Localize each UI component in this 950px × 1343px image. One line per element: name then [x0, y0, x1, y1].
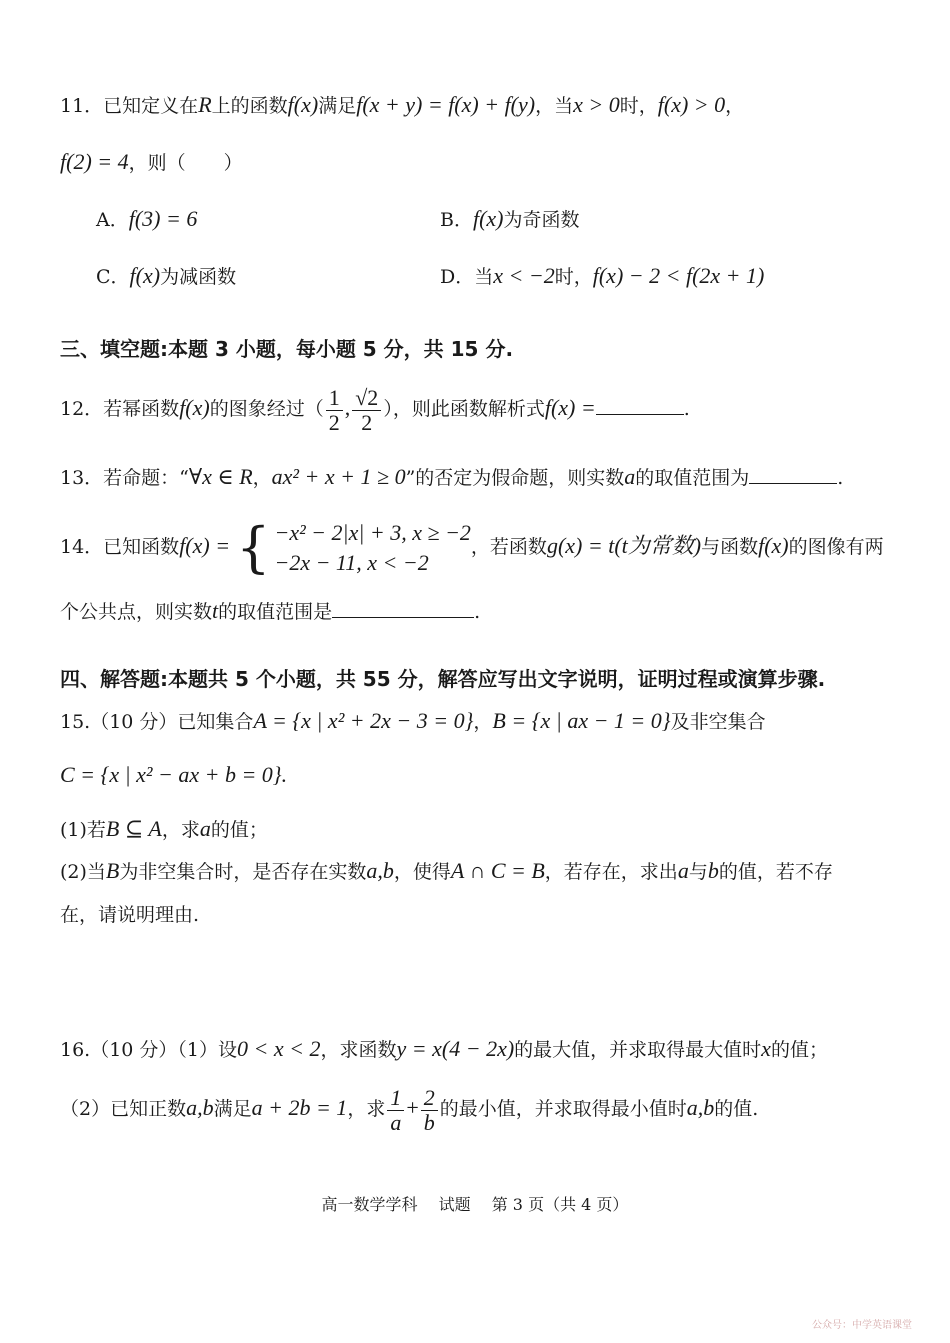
math-R: R: [198, 92, 212, 117]
q16-text: （2）已知正数: [60, 1098, 187, 1120]
q11-text: 满足: [318, 95, 357, 117]
numerator: 2: [421, 1086, 438, 1111]
q13-text: 的取值范围为: [635, 467, 750, 489]
answer-blank[interactable]: [596, 394, 684, 415]
math-set-c: C = {x | x² − ax + b = 0}.: [60, 762, 288, 787]
q12: [60, 380, 690, 437]
q16-text: 的最大值，并求取得最大值时: [514, 1039, 762, 1061]
math-b: b: [707, 858, 719, 883]
math-fx: f(x): [179, 395, 210, 420]
q15-text: 15.（10 分）已知集合: [60, 711, 254, 733]
math-additive: f(x + y) = f(x) + f(y): [356, 92, 536, 117]
math-option: f(x): [472, 206, 504, 231]
q12-text: ），则此函数解析式: [383, 398, 545, 420]
q11-text: ，当: [535, 95, 574, 117]
math-a: a: [624, 464, 636, 489]
math-set-a: A = {x | x² + 2x − 3 = 0}: [253, 708, 474, 733]
q15-text: 的值；: [210, 819, 268, 841]
q16-text: 满足: [213, 1098, 252, 1120]
math-constraint: a + 2b = 1: [251, 1095, 348, 1120]
q15-text: (2)当: [60, 861, 106, 883]
q14-text: 与函数: [701, 536, 759, 558]
q11-line2: [60, 147, 243, 178]
case-2: −2x − 11, x < −2: [274, 550, 429, 575]
q15-part2: [60, 856, 833, 887]
q16-text: 16.（10 分）（1）设: [60, 1039, 238, 1061]
math-t: t: [212, 598, 219, 623]
math-ineq: f(x) > 0: [657, 92, 726, 117]
q11-text: ，: [725, 95, 745, 117]
section-heading-solutions: 四、解答题:本题共 5 个小题，共 55 分，解答应写出文字说明，证明过程或演算步骤.: [60, 667, 826, 691]
math-fx: f(x): [287, 92, 319, 117]
q15-text: 为非空集合时，是否存在实数: [119, 861, 367, 883]
denominator: b: [423, 1109, 435, 1135]
math-option: f(x): [129, 263, 161, 288]
math-ab: a,b: [686, 1095, 715, 1120]
plus-sign: +: [406, 1095, 419, 1120]
q16-part2: [60, 1080, 758, 1137]
math-subset: B ⊆ A: [105, 816, 162, 841]
q14-text: 个公共点，则实数: [60, 601, 213, 623]
option-text: 时，: [554, 266, 593, 288]
piecewise-function: [236, 518, 471, 578]
option-text: 为奇函数: [503, 209, 580, 231]
option-text: 为减函数: [160, 266, 237, 288]
q15-text: 的值，若不存: [718, 861, 833, 883]
math-expr: ax² + x + 1 ≥ 0: [271, 464, 406, 489]
math-ab: a,b: [366, 858, 394, 883]
watermark: 公众号：中学英语课堂: [812, 1320, 912, 1331]
fraction-1-over-a: [387, 1086, 404, 1135]
fraction-sqrt2-half: [352, 386, 381, 435]
q12-text: 12．若幂函数: [60, 398, 180, 420]
answer-blank[interactable]: [332, 597, 474, 618]
comma: ，: [252, 467, 272, 489]
q15-line1: [60, 706, 766, 737]
period: .: [837, 467, 844, 489]
math-fx: f(x): [758, 533, 789, 558]
fraction-2-over-b: [421, 1086, 438, 1135]
q15-line2: [60, 760, 287, 791]
q13: [60, 462, 843, 493]
q16-text: 的值；: [770, 1039, 828, 1061]
piecewise-cases: [274, 518, 470, 578]
math-fx: f(x) =: [544, 395, 596, 420]
q11-text: 时，: [619, 95, 658, 117]
denominator: 2: [361, 409, 373, 435]
math-gx: g(x) = t(t为常数): [546, 533, 702, 558]
q11-option-b: [440, 204, 580, 235]
denominator: a: [390, 1109, 402, 1135]
math-B: B: [105, 858, 120, 883]
q14-line1: [60, 514, 884, 579]
math-intersection: A ∩ C = B: [450, 858, 545, 883]
option-label: D．: [440, 266, 475, 288]
numerator: 1: [387, 1086, 404, 1111]
q15-part1: [60, 814, 268, 845]
q14-text: ，若函数: [470, 536, 547, 558]
period: .: [683, 398, 690, 420]
math-a: a: [199, 816, 211, 841]
math-function: y = x(4 − 2x): [396, 1036, 515, 1061]
q16-part1: [60, 1034, 828, 1065]
q11-text: 上的函数: [211, 95, 288, 117]
q16-text: 的值.: [714, 1098, 759, 1120]
q14-text: 的取值范围是: [218, 601, 333, 623]
math-a: a: [677, 858, 689, 883]
q11-option-a: [96, 204, 197, 235]
q11-option-d: [440, 261, 764, 292]
math-f2: f(2) = 4: [60, 149, 129, 174]
math-cond: 0 < x < 2: [237, 1036, 321, 1061]
math-set-b: B = {x | ax − 1 = 0}: [492, 708, 671, 733]
q15-text: ，若存在，求出: [544, 861, 678, 883]
math-cond: x > 0: [573, 92, 620, 117]
q15-text: 及非空集合: [670, 711, 766, 733]
q11-option-c: [96, 261, 236, 292]
denominator: 2: [328, 409, 340, 435]
numerator: 1: [326, 386, 343, 411]
q11-text: 11．已知定义在: [60, 95, 199, 117]
q14-line2: [60, 596, 480, 627]
answer-blank[interactable]: [749, 463, 837, 484]
q14-text: 的图像有两: [788, 536, 884, 558]
option-label: C．: [96, 266, 130, 288]
q15-text: ，求: [161, 819, 200, 841]
q11-line1: [60, 90, 744, 121]
math-option: f(x) − 2 < f(2x + 1): [592, 263, 765, 288]
q14-text: 14．已知函数: [60, 536, 180, 558]
q12-text: 的图象经过（: [209, 398, 324, 420]
q13-text: ”的否定为假命题，则实数: [405, 467, 625, 489]
q15-text: 与: [688, 861, 708, 883]
q16-text: ，求: [347, 1098, 386, 1120]
period: .: [474, 601, 481, 623]
q16-text: ，求函数: [320, 1039, 397, 1061]
q15-part2-line2: 在，请说明理由.: [60, 904, 200, 926]
fraction-half: [326, 386, 343, 435]
math-option: x < −2: [493, 263, 555, 288]
math-x: x: [761, 1036, 771, 1061]
q11-text: ，则（ ）: [128, 152, 243, 174]
option-text: 当: [474, 266, 494, 288]
q15-text: (1)若: [60, 819, 106, 841]
section-heading-fill-in: 三、填空题:本题 3 小题，每小题 5 分，共 15 分.: [60, 337, 514, 361]
comma: ，: [473, 711, 493, 733]
math-option: f(3) = 6: [128, 206, 198, 231]
page-footer: 高一数学学科 试题 第 3 页（共 4 页）: [321, 1195, 629, 1214]
math-forall: ∀x ∈ R: [188, 464, 253, 489]
option-label: B．: [440, 209, 473, 231]
q15-text: ，使得: [393, 861, 451, 883]
numerator: √2: [352, 386, 381, 411]
math-fx: f(x) =: [179, 533, 231, 558]
case-1: −x² − 2|x| + 3, x ≥ −2: [274, 520, 471, 545]
math-ab: a,b: [186, 1095, 214, 1120]
comma: ,: [344, 395, 351, 420]
left-brace: {: [236, 516, 271, 579]
option-label: A．: [96, 209, 129, 231]
q13-text: 13．若命题：“: [60, 467, 189, 489]
q16-text: 的最小值，并求取得最小值时: [439, 1098, 687, 1120]
